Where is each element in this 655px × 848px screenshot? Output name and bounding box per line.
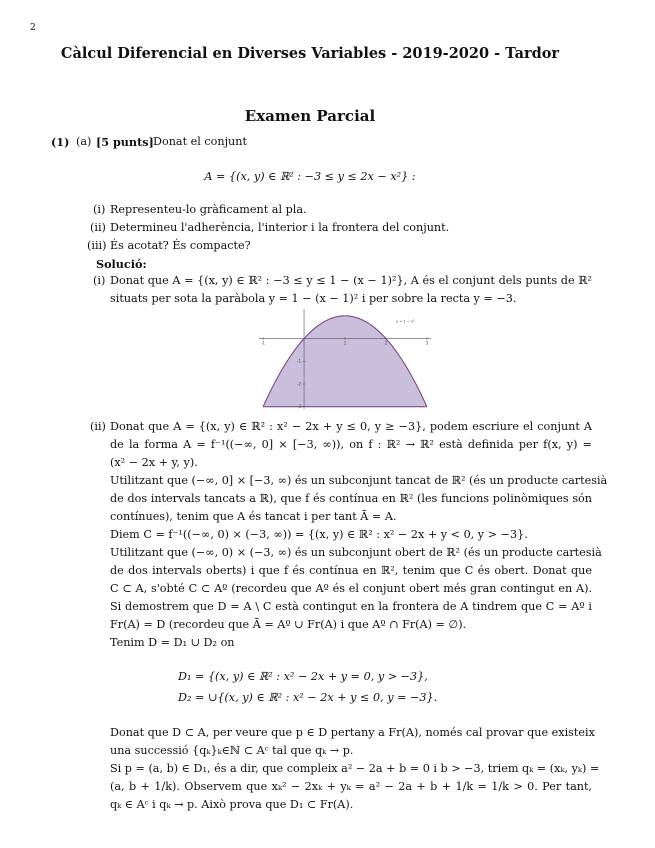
solution-ii-line: (x² − 2x + y, y). bbox=[110, 456, 198, 469]
problem-part: (a) bbox=[76, 135, 92, 148]
solution-ii-line: de dos intervals tancats a ℝ), que f és contínua en ℝ² (les funcions polinòmiques són bbox=[110, 492, 592, 505]
solution-ii-label: (ii) bbox=[90, 420, 106, 433]
problem-intro: Donat el conjunt bbox=[153, 135, 247, 148]
course-title: Càlcul Diferencial en Diverses Variables - 2019-2020 - Tardor bbox=[60, 45, 560, 62]
question-i-label: (i) bbox=[93, 203, 106, 216]
solution-tail-line: una successió {qₖ}ₖ∈ℕ ⊂ Aᶜ tal que qₖ → p. bbox=[110, 744, 354, 757]
solution-ii-line: contínues), tenim que A és tancat i per tant Ā = A. bbox=[110, 510, 397, 523]
exam-title: Examen Parcial bbox=[244, 107, 376, 125]
question-ii-text: Determineu l'adherència, l'interior i la frontera del conjunt. bbox=[110, 221, 450, 234]
x-tick-label: 1 bbox=[343, 340, 347, 346]
solution-ii-line: Utilitzant que (−∞, 0] × [−3, ∞) és un subconjunt tancat de ℝ² (és un producte cartesià bbox=[110, 474, 608, 487]
solution-i-label: (i) bbox=[93, 274, 106, 287]
y-tick-label: -3 bbox=[297, 404, 302, 410]
solution-i-line2: situats per sota la paràbola y = 1 − (x − 1)² i per sobre la recta y = −3. bbox=[110, 292, 517, 305]
solution-ii-line: de dos intervals oberts) i que f és contínua en ℝ², tenim que C és obert. Donat que bbox=[110, 564, 592, 577]
solution-ii-line: de la forma A = f⁻¹((−∞, 0] × [−3, ∞)), on f : ℝ² → ℝ² està definida per f(x, y) = bbox=[110, 438, 592, 451]
solution-ii-line: Si demostrem que D = A \ C està contingut en la frontera de A tindrem que C = Aº i bbox=[110, 600, 592, 613]
question-i-text: Representeu-lo gràficament al pla. bbox=[110, 203, 307, 216]
region-plot bbox=[255, 305, 435, 413]
solution-ii-line: Tenim D = D₁ ∪ D₂ on bbox=[110, 636, 235, 649]
x-tick-label: 2 bbox=[384, 340, 388, 346]
solution-ii-line: Utilitzant que (−∞, 0) × (−3, ∞) és un subconjunt obert de ℝ² (és un producte cartesià bbox=[110, 546, 602, 559]
set-definition: A = {(x, y) ∈ ℝ² : −3 ≤ y ≤ 2x − x²} : bbox=[204, 170, 416, 183]
question-iii-text: És acotat? És compacte? bbox=[110, 239, 251, 252]
solution-tail-line: Donat que D ⊂ A, per veure que p ∈ D pertany a Fr(A), només cal provar que existeix bbox=[110, 726, 595, 739]
solution-heading: Solució: bbox=[96, 257, 147, 271]
solution-ii-line: Diem C = f⁻¹((−∞, 0) × (−3, ∞)) = {(x, y) ∈ ℝ² : x² − 2x + y < 0, y > −3}. bbox=[110, 528, 528, 541]
curve-label: y = 1 − x² bbox=[396, 319, 415, 324]
x-tick-label: 3 bbox=[425, 340, 429, 346]
d1-definition: D₁ = {(x, y) ∈ ℝ² : x² − 2x + y = 0, y > −3}, bbox=[178, 670, 428, 683]
question-ii-label: (ii) bbox=[90, 221, 106, 234]
question-iii-label: (iii) bbox=[87, 239, 107, 252]
solution-i-line1: Donat que A = {(x, y) ∈ ℝ² : −3 ≤ y ≤ 1 − (x − 1)²}, A és el conjunt dels punts de ℝ² bbox=[110, 274, 592, 287]
y-tick-label: -2 bbox=[297, 381, 302, 387]
solution-tail-line: qₖ ∈ Aᶜ i qₖ → p. Això prova que D₁ ⊂ Fr(A). bbox=[110, 798, 354, 811]
d2-definition: D₂ = ∪{(x, y) ∈ ℝ² : x² − 2x + y ≤ 0, y = −3}. bbox=[178, 691, 438, 704]
page-number: 2 bbox=[30, 23, 36, 33]
solution-ii-line: Donat que A = {(x, y) ∈ ℝ² : x² − 2x + y ≤ 0, y ≥ −3}, podem escriure el conjunt A bbox=[110, 420, 592, 433]
problem-number: (1) bbox=[51, 135, 70, 149]
solution-ii-line: C ⊂ A, s'obté C ⊂ Aº (recordeu que Aº és el conjunt obert més gran contingut en A). bbox=[110, 582, 592, 595]
problem-points: [5 punts] bbox=[96, 135, 154, 149]
solution-ii-line: Fr(A) = D (recordeu que Ā = Aº ∪ Fr(A) i que Aº ∩ Fr(A) = ∅). bbox=[110, 618, 467, 631]
solution-tail-line: (a, b + 1/k). Observem que xₖ² − 2xₖ + yₖ = a² − 2a + b + 1/k = 1/k > 0. Per tant, bbox=[110, 780, 592, 793]
x-tick-label: -1 bbox=[261, 340, 266, 346]
y-tick-label: -1 bbox=[297, 358, 302, 364]
solution-tail-line: Si p = (a, b) ∈ D₁, és a dir, que compleix a² − 2a + b = 0 i b > −3, triem qₖ = (xₖ, yₖ) = bbox=[110, 762, 600, 775]
